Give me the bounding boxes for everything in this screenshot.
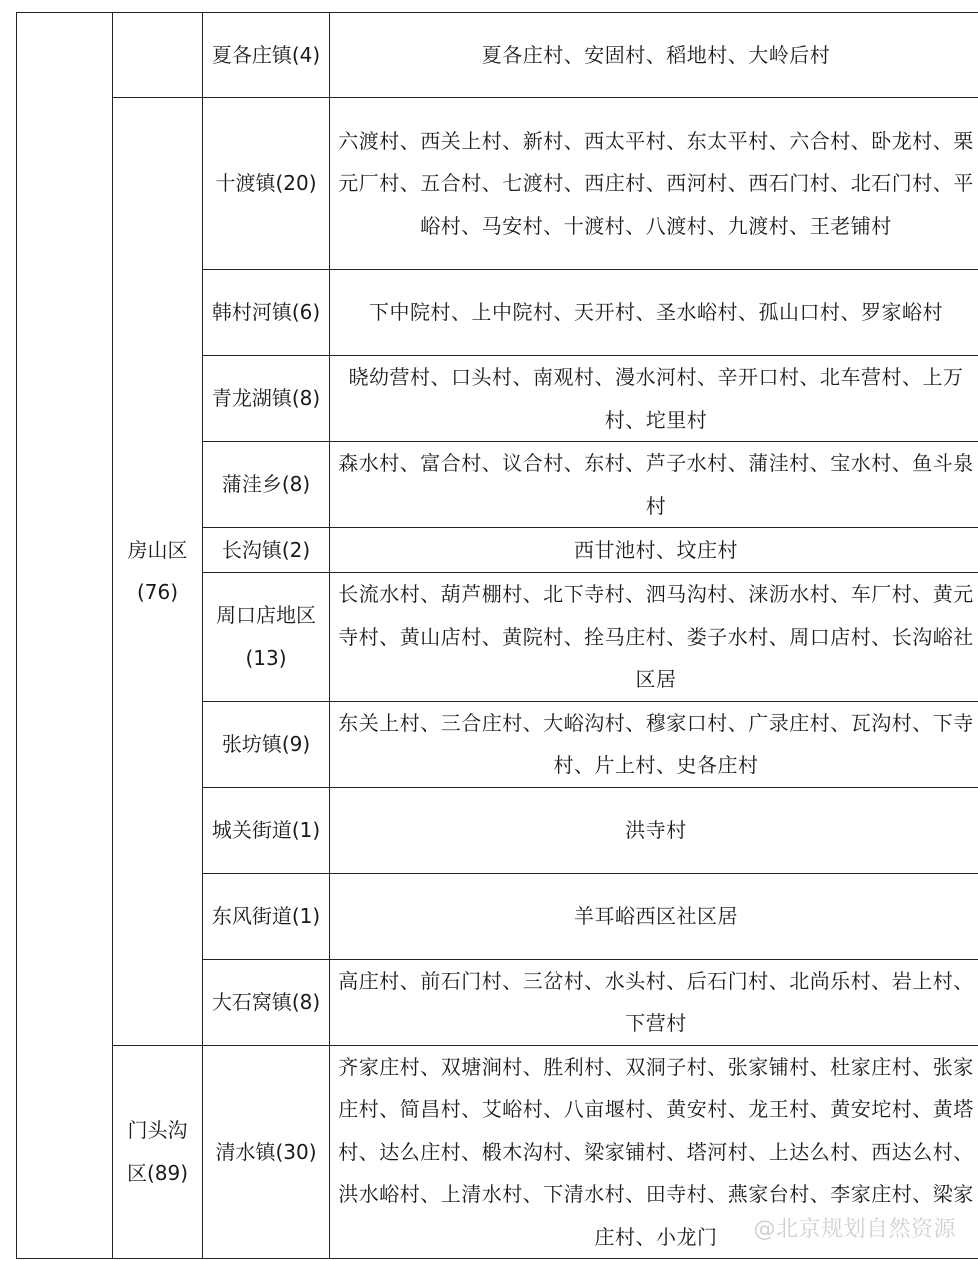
district-cell-continued [113, 13, 203, 98]
villages-cell: 森水村、富合村、议合村、东村、芦子水村、蒲洼村、宝水村、鱼斗泉村 [330, 442, 978, 528]
watermark-text: @北京规划自然资源 [753, 1217, 956, 1242]
villages-cell: 西甘池村、坟庄村 [330, 528, 978, 573]
town-cell: 十渡镇(20) [203, 98, 330, 270]
villages-cell: 高庄村、前石门村、三岔村、水头村、后石门村、北尚乐村、岩上村、下营村 [330, 959, 978, 1045]
villages-cell: 东关上村、三合庄村、大峪沟村、穆家口村、广录庄村、瓦沟村、下寺村、片上村、史各庄村 [330, 701, 978, 787]
district-cell: 房山区(76) [113, 98, 203, 1046]
villages-cell: 羊耳峪西区社区居 [330, 873, 978, 959]
village-table [16, 12, 978, 1259]
villages-cell: 长流水村、葫芦棚村、北下寺村、泗马沟村、涞沥水村、车厂村、黄元寺村、黄山店村、黄院村、拴马庄村、娄子水村、周口店村、长沟峪社区居 [330, 573, 978, 702]
villages-cell: 齐家庄村、双塘涧村、胜利村、双洞子村、张家铺村、杜家庄村、张家庄村、简昌村、艾峪村、八亩堰村、黄安村、龙王村、黄安坨村、黄塔村、达么庄村、椴木沟村、梁家铺村、塔河村、上达么村、西达么村、洪水峪村、上清水村、下清水村、田寺村、燕家台村、李家庄村、梁家庄村、小龙门 [330, 1045, 978, 1259]
town-cell: 青龙湖镇(8) [203, 356, 330, 442]
table-row [17, 98, 978, 270]
town-cell: 东风街道(1) [203, 873, 330, 959]
town-cell: 城关街道(1) [203, 787, 330, 873]
town-cell: 韩村河镇(6) [203, 270, 330, 356]
villages-cell: 晓幼营村、口头村、南观村、漫水河村、辛开口村、北车营村、上万村、坨里村 [330, 356, 978, 442]
town-cell: 清水镇(30) [203, 1045, 330, 1259]
region-cell [17, 13, 113, 1259]
town-cell: 夏各庄镇(4) [203, 13, 330, 98]
town-cell: 张坊镇(9) [203, 701, 330, 787]
villages-cell: 洪寺村 [330, 787, 978, 873]
town-cell: 周口店地区(13) [203, 573, 330, 702]
town-cell: 蒲洼乡(8) [203, 442, 330, 528]
town-cell: 长沟镇(2) [203, 528, 330, 573]
villages-cell: 夏各庄村、安固村、稻地村、大岭后村 [330, 13, 978, 98]
town-cell: 大石窝镇(8) [203, 959, 330, 1045]
district-cell: 门头沟区(89) [113, 1045, 203, 1259]
table-row [17, 13, 978, 98]
villages-cell: 下中院村、上中院村、天开村、圣水峪村、孤山口村、罗家峪村 [330, 270, 978, 356]
villages-cell: 六渡村、西关上村、新村、西太平村、东太平村、六合村、卧龙村、栗元厂村、五合村、七渡村、西庄村、西河村、西石门村、北石门村、平峪村、马安村、十渡村、八渡村、九渡村、王老铺村 [330, 98, 978, 270]
